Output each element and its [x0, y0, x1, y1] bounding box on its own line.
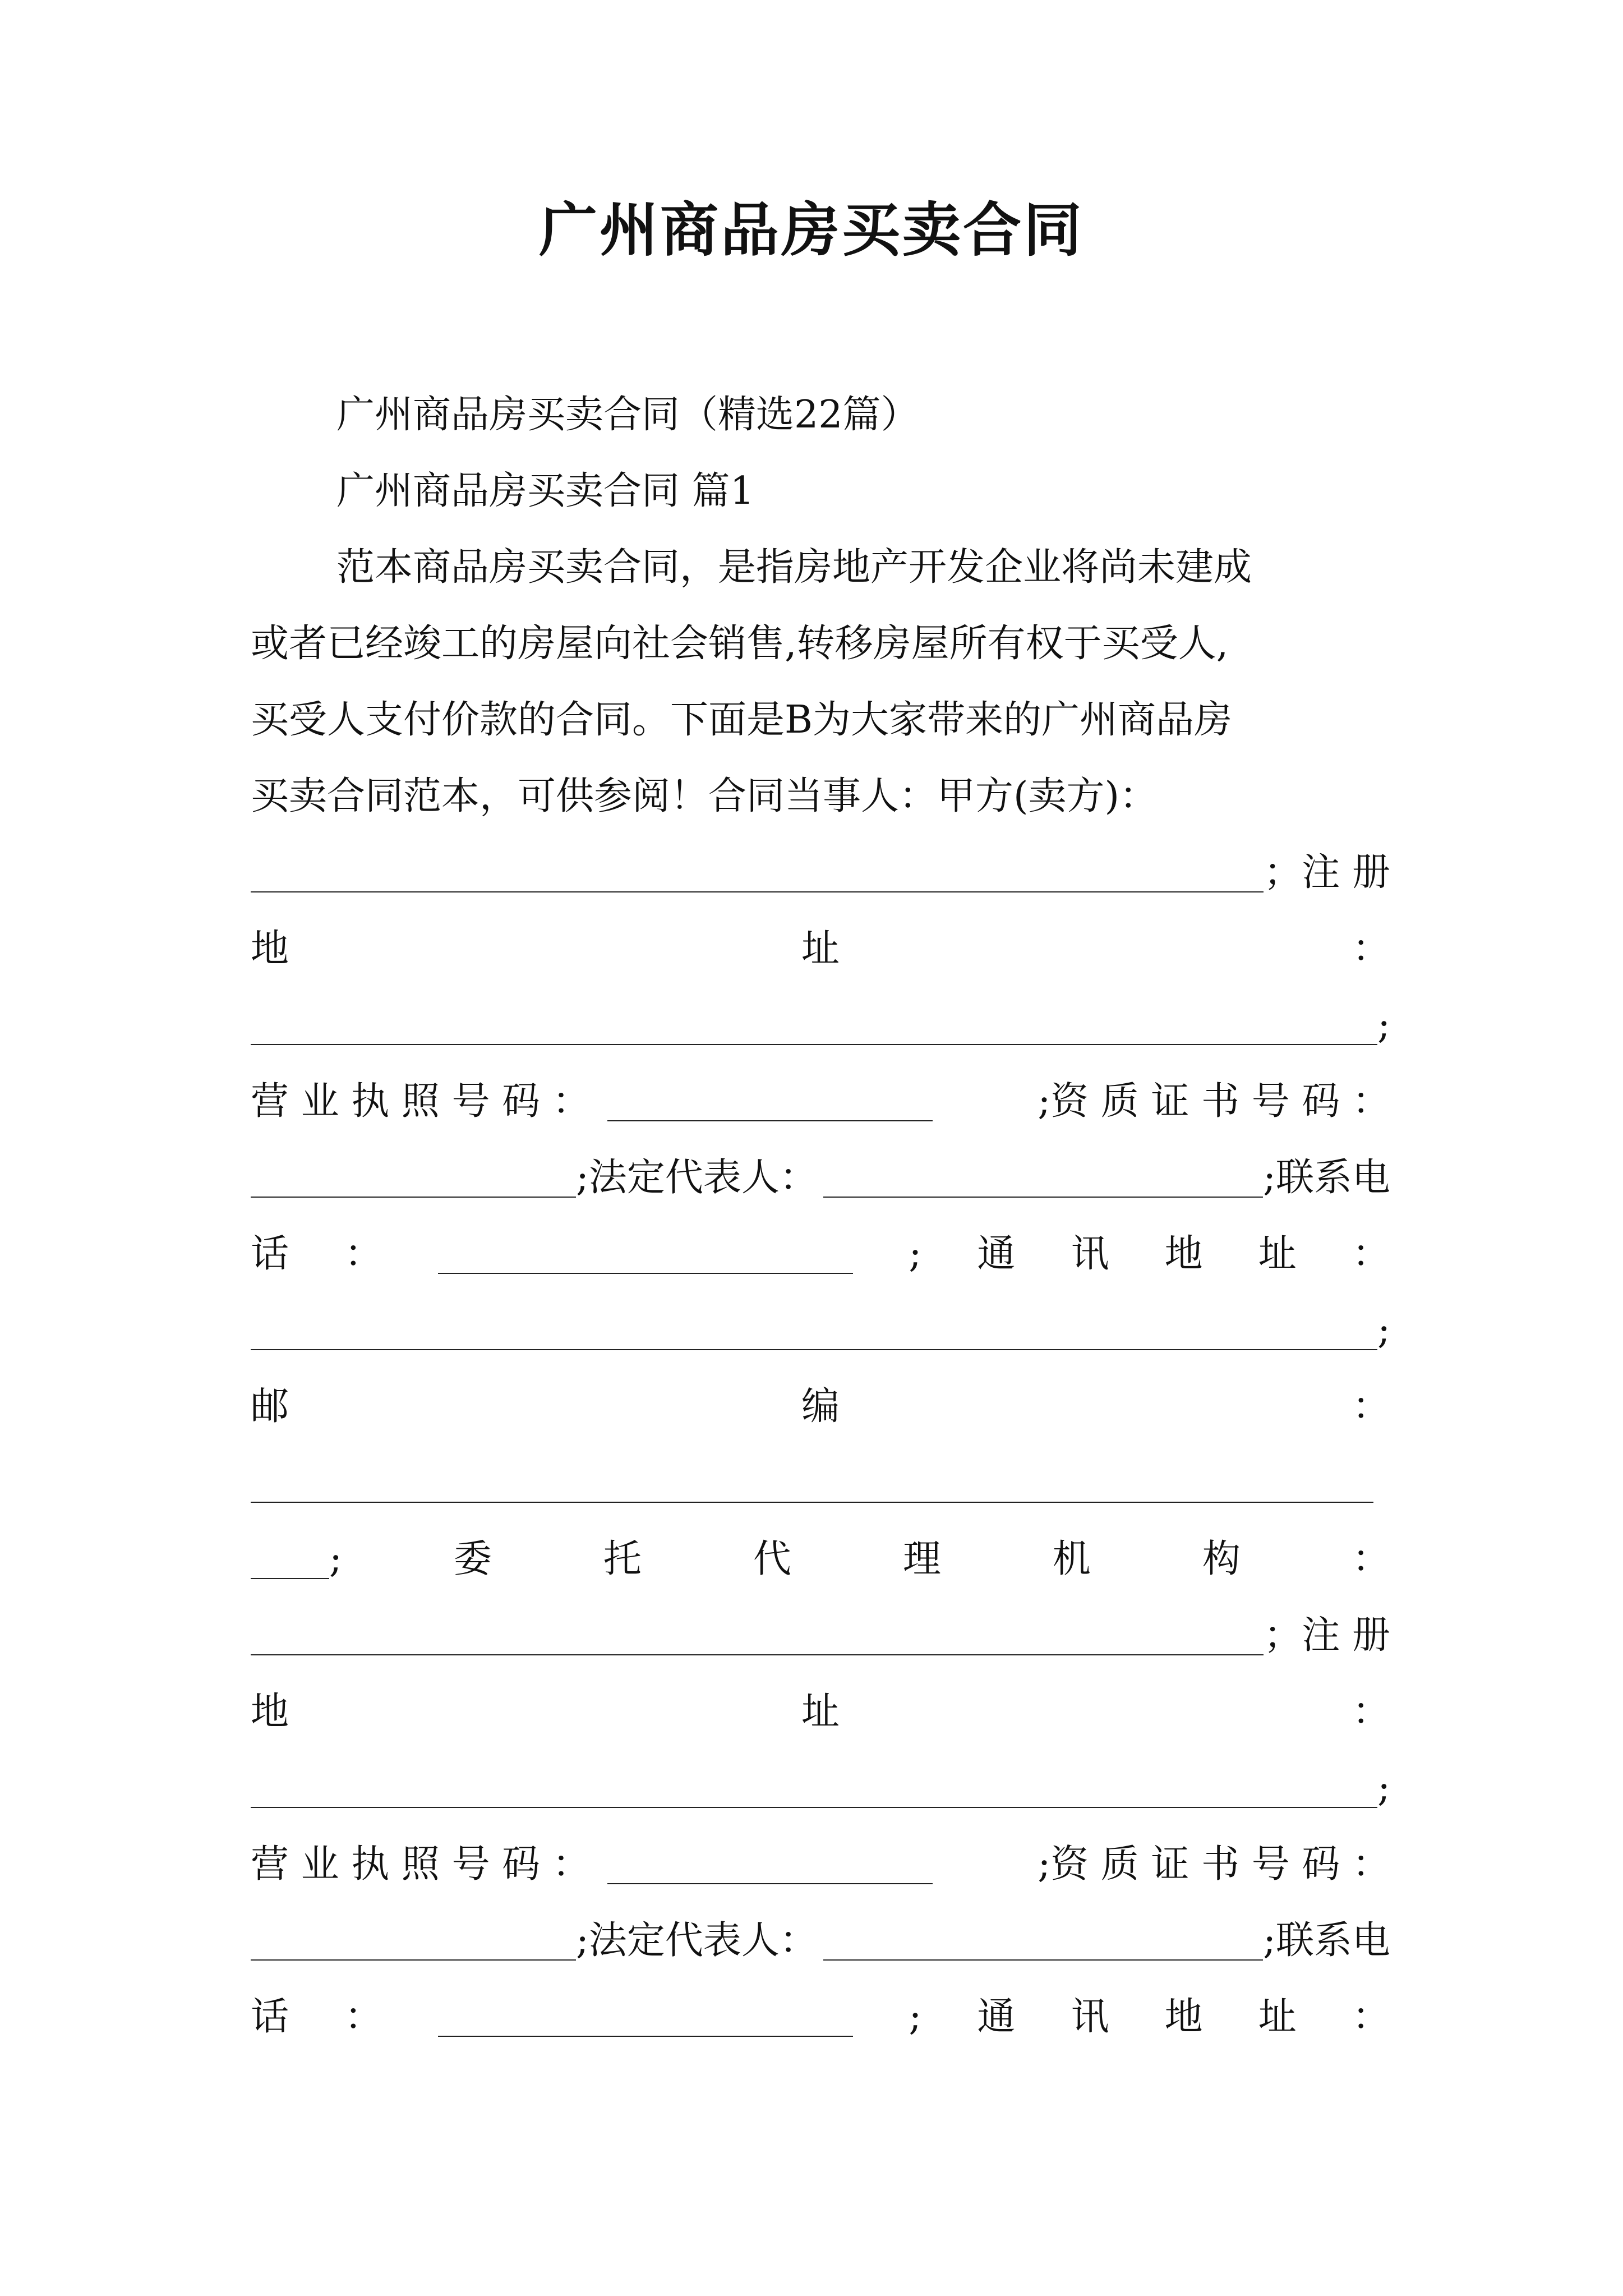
tuo-label: 托	[603, 1537, 642, 1581]
document-subtitle: 广州商品房买卖合同（精选22篇）	[336, 393, 919, 437]
tong-label: 通	[977, 1995, 1016, 2039]
seller-qualification-blank[interactable]	[251, 1159, 576, 1198]
agent-label-row	[251, 1521, 1390, 1598]
xun-label: 讯	[1071, 1995, 1109, 2039]
agent-name-row	[251, 1598, 1390, 1674]
license-label: 营 业 执 照 号 码 ：	[251, 1842, 591, 1887]
agent-license-blank[interactable]	[607, 1846, 933, 1884]
qualification-label: ;资 质 证 书 号 码 ：	[1038, 1079, 1390, 1124]
colon-label: ：	[1352, 1232, 1390, 1276]
bian-label: 编	[801, 1384, 840, 1429]
agent-address-row	[251, 1750, 1390, 1826]
intro-line-2: 或者已经竣工的房屋向社会销售,转移房屋所有权于买受人,	[251, 622, 1229, 666]
intro-line-4: 买卖合同范本，可供参阅！合同当事人：甲方(卖方)：	[251, 774, 1158, 818]
ji-label: 机	[1052, 1537, 1091, 1581]
seller-phone-row	[251, 1216, 1390, 1292]
intro-line-3: 买受人支付价款的合同。下面是B为大家带来的广州商品房	[251, 698, 1232, 742]
seller-postcode-blank[interactable]	[251, 1465, 1373, 1503]
agent-qualification-blank[interactable]	[251, 1922, 576, 1961]
section-heading: 广州商品房买卖合同 篇1	[336, 469, 754, 513]
li-label: 理	[902, 1537, 941, 1581]
seller-license-row	[251, 1064, 1390, 1140]
register-label: ；注 册	[1264, 1613, 1390, 1658]
seller-postcode-row	[251, 1445, 1390, 1521]
semicolon-label: ;	[1377, 1766, 1390, 1810]
seller-name-blank[interactable]	[251, 854, 1264, 892]
legal-rep-label: ;法定代表人：	[576, 1918, 818, 1963]
seller-mail-address-blank[interactable]	[251, 1312, 1377, 1350]
postcode-tail-blank[interactable]	[251, 1541, 329, 1579]
zhi-label: 址	[1258, 1232, 1297, 1276]
seller-name-row	[251, 835, 1390, 911]
zhi-label: 址	[801, 1690, 840, 1734]
legal-rep-label: ;法定代表人：	[576, 1156, 818, 1200]
tong-label: 通	[977, 1232, 1016, 1276]
agent-address-blank[interactable]	[251, 1770, 1377, 1808]
phone-head-label: ;联系电	[1263, 1156, 1390, 1200]
agent-legal-row	[251, 1903, 1390, 1979]
dai-label: 代	[753, 1537, 791, 1581]
colon-label: ：	[1352, 927, 1390, 971]
seller-legal-rep-blank[interactable]	[823, 1159, 1263, 1198]
di-label: 地	[1164, 1995, 1203, 2039]
agent-phone-row	[251, 1979, 1390, 2055]
semicolon-label: ;	[329, 1537, 342, 1581]
di-label: 地	[251, 1690, 289, 1734]
gou-label: 构	[1202, 1537, 1241, 1581]
seller-mail-address-row	[251, 1292, 1390, 1369]
agent-address-label-row	[251, 1674, 1390, 1750]
seller-phone-blank[interactable]	[438, 1236, 853, 1274]
wei-label: 委	[453, 1537, 492, 1581]
di-label: 地	[251, 927, 289, 971]
qualification-label: ;资 质 证 书 号 码 ：	[1038, 1842, 1390, 1887]
seller-postcode-label-row	[251, 1369, 1390, 1445]
seller-address-label-row	[251, 911, 1390, 987]
agent-legal-rep-blank[interactable]	[823, 1922, 1263, 1961]
semicolon-label: ;	[1377, 1308, 1390, 1352]
colon-label: ：	[1352, 1690, 1390, 1734]
zhi-label: 址	[1258, 1995, 1297, 2039]
colon-label: ：	[1352, 1384, 1390, 1429]
semicolon-label: ;	[909, 1232, 922, 1276]
seller-legal-row	[251, 1140, 1390, 1216]
license-label: 营 业 执 照 号 码 ：	[251, 1079, 591, 1124]
seller-license-blank[interactable]	[607, 1083, 933, 1121]
xun-label: 讯	[1071, 1232, 1109, 1276]
phone-head-label: ;联系电	[1263, 1918, 1390, 1963]
colon-label: ：	[344, 1995, 383, 2039]
hua-label: 话	[251, 1995, 289, 2039]
intro-line-1: 范本商品房买卖合同，是指房地产开发企业将尚未建成	[336, 545, 1252, 590]
semicolon-label: ;	[909, 1995, 922, 2039]
colon-label: ：	[344, 1232, 383, 1276]
agent-name-blank[interactable]	[251, 1617, 1264, 1655]
zhi-label: 址	[801, 927, 840, 971]
register-label: ；注 册	[1264, 850, 1390, 895]
agent-license-row	[251, 1826, 1390, 1903]
colon-label: ：	[1352, 1537, 1390, 1581]
colon-label: ：	[1352, 1995, 1390, 2039]
di-label: 地	[1164, 1232, 1203, 1276]
agent-phone-blank[interactable]	[438, 1999, 853, 2037]
seller-address-row	[251, 987, 1390, 1064]
semicolon-label: ;	[1377, 1003, 1390, 1047]
hua-label: 话	[251, 1232, 289, 1276]
you-label: 邮	[251, 1384, 289, 1429]
seller-address-blank[interactable]	[251, 1007, 1377, 1045]
document-title: 广州商品房买卖合同	[538, 195, 1084, 264]
